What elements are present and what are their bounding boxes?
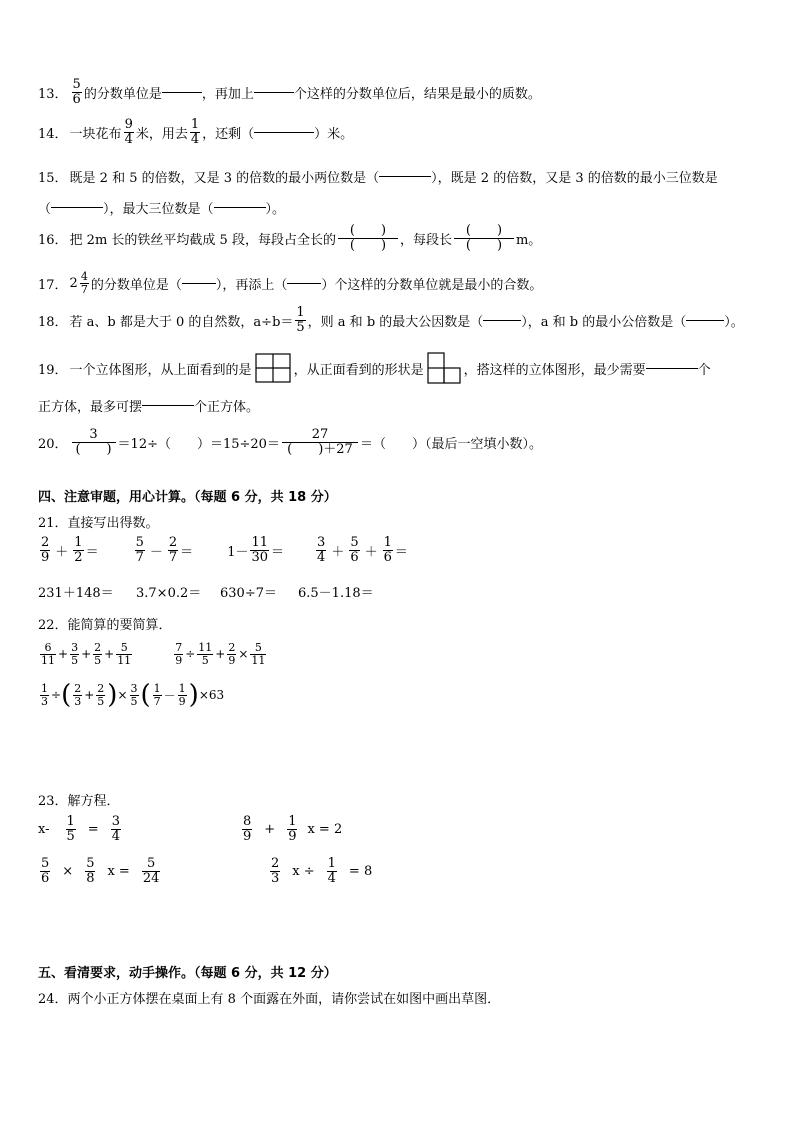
question-21-title: 21．直接写出得数。 <box>38 516 159 531</box>
fraction: $\frac{3}{( )}$ <box>72 428 116 456</box>
question-22-title: 22．能简算的要简算． <box>38 618 172 633</box>
answer-blank[interactable] <box>162 92 202 93</box>
question-24: 24．两个小正方体摆在桌面上有 8 个面露在外面，请你尝试在如图中画出草图． <box>38 992 501 1007</box>
question-22-row2 <box>38 682 224 708</box>
answer-blank[interactable] <box>686 320 724 321</box>
question-15-line2: （ ），最大三位数是（ ）。 <box>38 202 286 217</box>
answer-blank[interactable] <box>379 176 431 177</box>
answer-blank[interactable] <box>483 320 521 321</box>
question-19-line2: 正方体，最多可摆 个正方体。 <box>38 400 260 415</box>
equation-3: $\frac{5}{6}$ × $\frac{5}{8}$ x = $\frac{5}{24}$ <box>41 856 160 886</box>
section-4-heading: 四、注意审题，用心计算。（每题 6 分，共 18 分） <box>38 490 337 505</box>
expression: 1－ $\frac{11}{30}$ ＝ <box>227 535 285 565</box>
expression: $\frac{7}{9}$ ÷ $\frac{11}{5}$ + $\frac{2}{9}$ × $\frac{5}{11}$ <box>175 641 266 667</box>
answer-blank[interactable] <box>142 405 194 406</box>
question-23-title: 23．解方程． <box>38 794 120 809</box>
answer-blank[interactable] <box>182 283 216 284</box>
question-21-row2: 231＋148＝ 3.7×0.2＝ 630÷7＝ 6.5－1.18＝ <box>38 586 374 601</box>
question-17: 17． 2 $\frac{4}{7}$ 的分数单位是（ ），再添上（ ）个这样的分数单位就是最小的合数。 <box>38 270 543 296</box>
answer-blank[interactable] <box>254 132 314 133</box>
equation-2: $\frac{8}{9}$ + $\frac{1}{9}$ x = 2 <box>243 814 343 844</box>
fraction: $\frac{1}{4}$ <box>190 117 200 147</box>
question-20: 20． $\frac{3}{( )}$ ＝12÷（ ）＝15÷20＝ $\frac{27}{( )+27}$ ＝（ ）（最后一空填小数）。 <box>38 427 542 457</box>
question-18: 18． 若 a、b 都是大于 0 的自然数，a÷b＝ $\frac{1}{5}$ ，则 a 和 b 的最大公因数是（ ），a 和 b 的最小公倍数是（ ）。 <box>38 305 744 335</box>
question-number: 13． <box>38 86 68 102</box>
expression: $\frac{3}{4}$ ＋ $\frac{5}{6}$ ＋ $\frac{1}{6}$ ＝ <box>317 535 408 565</box>
expression: $\frac{1}{3}$ ÷ ( $\frac{2}{3}$ + $\frac{2}{5}$ ) × $\frac{3}{5}$ ( $\frac{1}{7}$ － $\frac{1}{9}$ ) ×63 <box>41 680 225 710</box>
answer-blank[interactable] <box>51 207 103 208</box>
equation-4: $\frac{2}{3}$ x ÷ $\frac{1}{4}$ = 8 <box>271 856 373 886</box>
front-view-shape-icon <box>427 352 461 384</box>
question-16: 16． 把 2m 长的铁丝平均截成 5 段，每段占全长的 $\frac{( )}{( )}$ ，每段长 $\frac{( )}{( )}$ m。 <box>38 223 542 253</box>
question-19: 19． 一个立体图形，从上面看到的是 ，从正面看到的形状是 ，搭这样的立体图形，最少需要 个 <box>38 352 711 384</box>
question-22-row1 <box>38 642 268 666</box>
answer-blank[interactable] <box>214 207 266 208</box>
question-21-row1 <box>38 536 408 564</box>
fraction-blank[interactable]: $\frac{( )}{( )}$ <box>338 224 398 252</box>
expression: $\frac{6}{11}$ + $\frac{3}{5}$ + $\frac{2}{5}$ + $\frac{5}{11}$ <box>41 641 132 667</box>
fraction: $\frac{27}{( )+27}$ <box>282 428 358 456</box>
fraction: $\frac{9}{4}$ <box>124 117 133 147</box>
question-14: 14． 一块花布 $\frac{9}{4}$ 米，用去 $\frac{1}{4}$ ，还剩（ ）米。 <box>38 117 354 147</box>
question-13: 13． $\frac{5}{6}$ 的分数单位是 ，再加上 个这样的分数单位后，结果是最小的质数。 <box>38 77 541 107</box>
section-5-heading: 五、看清要求，动手操作。（每题 6 分，共 12 分） <box>38 966 337 981</box>
fraction: $\frac{1}{5}$ <box>296 305 305 335</box>
answer-blank[interactable] <box>254 92 294 93</box>
answer-blank[interactable] <box>646 368 698 369</box>
mixed-number: 2 $\frac{4}{7}$ <box>69 270 88 296</box>
question-15: 15． 既是 2 和 5 的倍数，又是 3 的倍数的最小两位数是（ ），既是 2 的倍数，又是 3 的倍数的最小三位数是 <box>38 171 718 186</box>
expression: $\frac{2}{9}$ ＋ $\frac{1}{2}$ ＝ <box>41 535 99 565</box>
fraction: $\frac{5}{6}$ <box>72 77 81 107</box>
top-view-grid-icon <box>255 353 291 383</box>
expression: $\frac{5}{7}$ － $\frac{2}{7}$ ＝ <box>135 535 194 565</box>
fraction-blank[interactable]: $\frac{( )}{( )}$ <box>454 224 514 252</box>
equation-1: x- $\frac{1}{5}$ = $\frac{3}{4}$ <box>38 814 120 844</box>
answer-blank[interactable] <box>287 283 321 284</box>
